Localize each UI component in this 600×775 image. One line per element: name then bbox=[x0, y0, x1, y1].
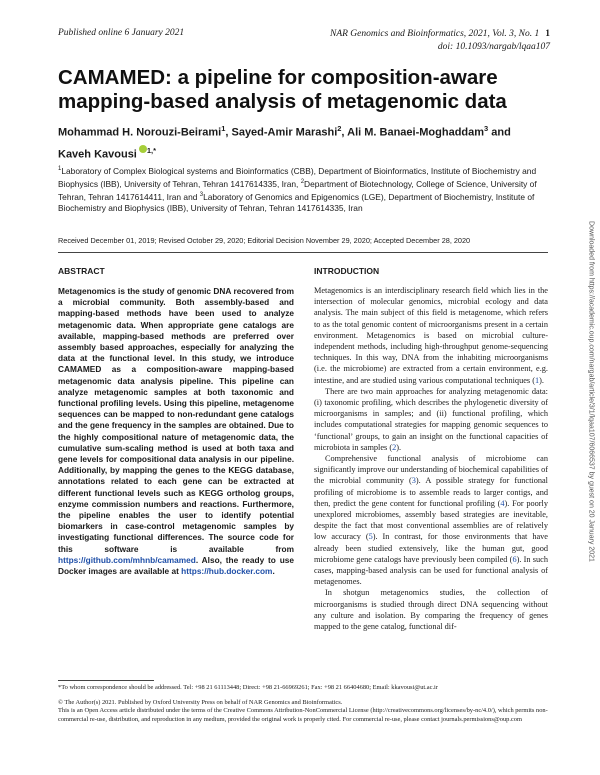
journal-header bbox=[330, 28, 550, 54]
citation-link[interactable]: 5 bbox=[368, 532, 373, 542]
copyright-line: © The Author(s) 2021. Published by Oxford University Press on behalf of NAR Genomics and Bioinformatics. bbox=[58, 699, 343, 706]
abstract-body: Metagenomics is the study of genomic DNA recovered from a microbial community. Both assembly-based and mapping-based methods have been used to analyze metagenomic data. When appropriate gene catalogs are available, mapping-based methods are preferred over assembly based approaches, especially for analyzing the data at the functional level. In this study, we introduce CAMAMED as a composition-aware mapping-based metagenomic data analysis pipeline. This pipeline can analyze metagenomic samples at both taxonomic and functional profiling levels. Using this pipeline, metagenome sequences can be mapped to non-redundant gene catalogs and the gene frequency in the samples are obtained. Due to the highly compositional nature of metagenomic data, the cumulative sum-scaling method is used at both taxa and gene levels for compositional data analysis in our pipeline. Additionally, by mapping the genes to the KEGG database, annotations related to each gene can be extracted at different functional levels such as KEGG ortholog groups, enzyme commission numbers and reactions. Furthermore, the pipeline enables the user to identify potential biomarkers in case-control metagenomic samples by investigating functional differences. The source code for this software is available from bbox=[58, 286, 294, 554]
author-1[interactable]: Mohammad H. Norouzi-Beirami bbox=[58, 126, 222, 139]
author-2-affil: 2 bbox=[337, 124, 342, 133]
intro-p2-text: There are two main approaches for analyzing metagenomic data: (i) taxonomic profiling, which describes the phylogenetic diversity of microorganisms in samples; and (ii) functional profiling, which includes computational strategies for mapping genomic sequences to ‘functional’ groups, to gain an insight on the functional capacities of microbiota in samples ( bbox=[314, 386, 548, 452]
affiliations bbox=[58, 164, 558, 214]
published-date: Published online 6 January 2021 bbox=[58, 28, 185, 38]
author-1-affil: 1 bbox=[221, 124, 226, 133]
journal-citation: NAR Genomics and Bioinformatics, 2021, Vol. 3, No. 1 bbox=[329, 29, 540, 39]
doi[interactable]: doi: 10.1093/nargab/lqaa107 bbox=[437, 42, 550, 52]
intro-p2-end: ). bbox=[396, 442, 402, 452]
divider bbox=[58, 252, 548, 253]
received-dates: Received December 01, 2019; Revised October 29, 2020; Editorial Decision November 29, 2020; Accepted December 28, 2020 bbox=[58, 236, 471, 245]
intro-paragraph-1 bbox=[314, 285, 548, 386]
footnote-rule bbox=[58, 680, 154, 681]
abstract-body-mid: . Also, the ready to use Docker images are available at bbox=[58, 554, 294, 577]
citation-link[interactable]: 1 bbox=[534, 375, 540, 385]
abstract-text bbox=[58, 286, 294, 577]
intro-p3-text: Comprehensive functional analysis of microbiome can significantly improve our understanding of biochemical capabilities of the microbial community ( bbox=[314, 454, 548, 486]
intro-paragraph-3 bbox=[314, 453, 548, 587]
introduction-column bbox=[314, 264, 548, 632]
citation-link[interactable]: 6 bbox=[512, 554, 517, 564]
introduction-heading: INTRODUCTION bbox=[314, 266, 380, 276]
affil-text-3: Laboratory of Genomics and Epigenomics (LGE), Department of Biochemistry, Institute of Biochemistry and Biophysics (IBB), University of Tehran, Tehran 1417614335, Iran bbox=[58, 191, 535, 213]
github-link[interactable]: https://github.com/mhnb/camamed bbox=[58, 554, 196, 565]
author-3[interactable]: Ali M. Banaei-Moghaddam bbox=[347, 126, 485, 139]
article-title: CAMAMED: a pipeline for composition-aware mapping-based analysis of metagenomic data bbox=[58, 66, 507, 113]
author-3-affil: 3 bbox=[484, 124, 489, 133]
license-text: This is an Open Access article distributed under the terms of the Creative Commons Attribution-NonCommercial License (http://creativecommons.org/licenses/by-nc/4.0/), which permits non-commercial re-use, distribution, and reproduction in any medium, provided the original work is properly cited. For commercial re-use, please contact journals.permissions@oup.com bbox=[58, 707, 548, 723]
author-separator: , bbox=[225, 126, 232, 139]
intro-paragraph-4: In shotgun metagenomics studies, the collection of microorganisms is studied through direct DNA sequencing without any culture and isolation. By comparing the frequency of genes mapped to the gene catalog, functional dif- bbox=[314, 588, 548, 632]
author-4-affil: 1,* bbox=[146, 145, 157, 155]
page-number: 1 bbox=[545, 29, 550, 39]
orcid-icon[interactable] bbox=[139, 145, 147, 153]
affil-sup-3: 3 bbox=[199, 192, 204, 198]
copyright-block bbox=[58, 699, 548, 724]
intro-p3-text: ). In contrast, for those environments that have already been studied extensively, like the human gut, good microbiome gene catalogs have previously been compiled ( bbox=[314, 532, 548, 564]
intro-p3-text: ). For poorly unexplored microbiomes, assembly based strategies are inevitable, despite the fact that most conventional assemblies are of relatively low accuracy ( bbox=[314, 498, 548, 542]
correspondence-note: *To whom correspondence should be addressed. Tel: +98 21 61113448; Direct: +98 21-66969261; Fax: +98 21 66404680; Email: kkavousi@ut.ac.ir bbox=[58, 684, 438, 691]
author-separator: , bbox=[341, 126, 348, 139]
download-watermark-text: Downloaded from https://academic.oup.com/nargab/article/3/1/lqaa107/6066537 by guest on 20 January 2021 bbox=[587, 221, 595, 562]
abstract-heading: ABSTRACT bbox=[58, 266, 105, 276]
abstract-column bbox=[58, 264, 294, 577]
affil-text-1: Laboratory of Complex Biological systems and Bioinformatics (CBB), Department of Bioinformatics, Institute of Biochemistry and Biophysics (IBB), University of Tehran, Tehran 1417614335, Iran, bbox=[58, 165, 537, 189]
citation-link[interactable]: 3 bbox=[411, 476, 416, 486]
intro-p3-text: ). A possible strategy for functional profiling of microbiome is to assemble reads to larger contigs, and then, predict the gene content for functional profiling ( bbox=[314, 476, 548, 508]
author-4[interactable]: Kaveh Kavousi bbox=[58, 148, 137, 161]
author-2[interactable]: Sayed-Amir Marashi bbox=[231, 126, 338, 139]
affil-sup-1: 1 bbox=[58, 166, 62, 172]
abstract-body-end: . bbox=[272, 566, 275, 577]
intro-p1-end: ). bbox=[539, 375, 544, 385]
citation-link[interactable]: 4 bbox=[500, 498, 505, 508]
affil-sup-2: 2 bbox=[300, 179, 305, 185]
author-separator: and bbox=[488, 126, 511, 139]
intro-paragraph-2 bbox=[314, 386, 548, 453]
author-list bbox=[58, 120, 558, 163]
citation-link[interactable]: 2 bbox=[392, 442, 397, 452]
intro-p1-text: Metagenomics is an interdisciplinary research field which lies in the intersection of molecular genomics, microbial ecology and data analysis. The main subject of this field is metagenome, which refers to as the total genomic content of microorganisms present in a certain environment. Metagenomics is based on microbial culture-independent methods, including high-throughput genome-sequencing techniques. In this way, DNA from the inhabiting microorganisms (i.e. the microbiome) are extracted from a certain environment, e.g. intestine, and are studied using various computational techniques ( bbox=[314, 286, 548, 385]
intro-p3-text: ). In such cases, mapping-based analysis can be used for functional analysis of metagenomes. bbox=[314, 554, 548, 587]
docker-link[interactable]: https://hub.docker.com bbox=[181, 566, 273, 577]
affil-text-2: Department of Biotechnology, College of Science, University of Tehran, Tehran 1417614411, Iran and bbox=[58, 178, 537, 202]
